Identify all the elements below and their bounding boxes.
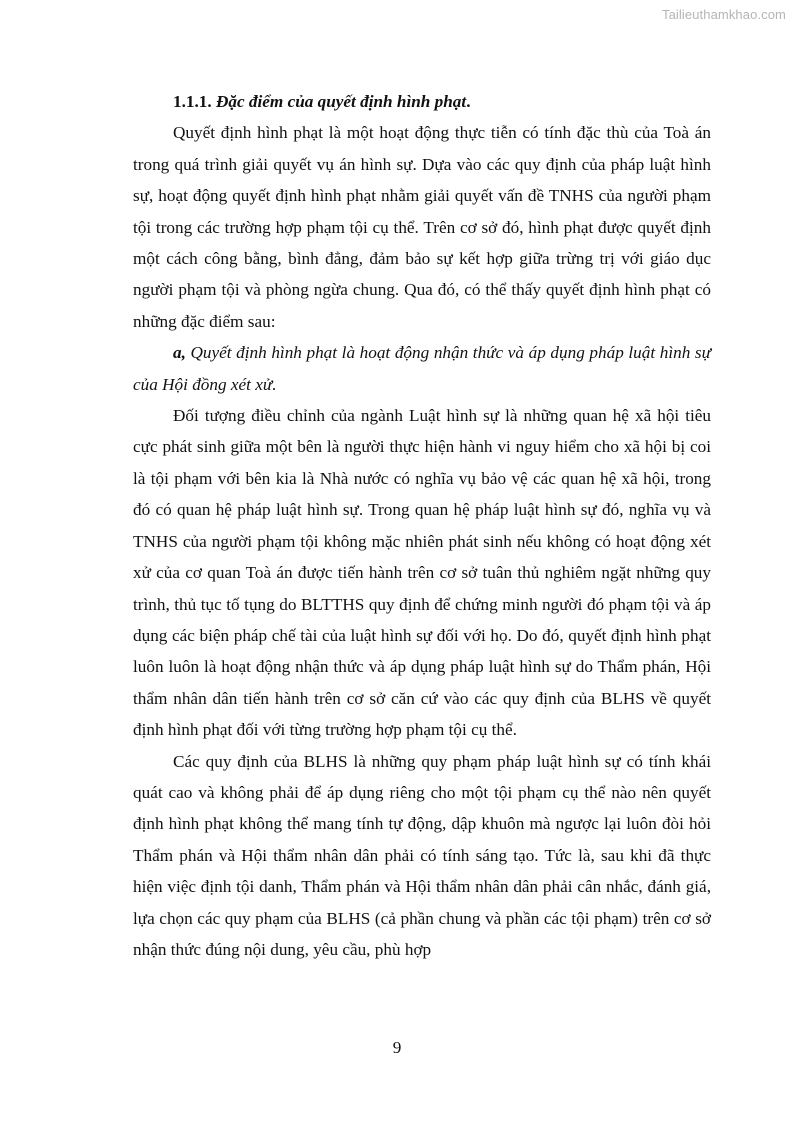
- section-title-suffix: .: [466, 92, 471, 111]
- subsection-title: Quyết định hình phạt là hoạt động nhận thức và áp dụng pháp luật hình sự của Hội đồng xét xử.: [133, 343, 711, 394]
- document-page: [133, 86, 711, 965]
- subsection-marker: a,: [173, 343, 186, 363]
- paragraph-body-2: Các quy định của BLHS là những quy phạm pháp luật hình sự có tính khái quát cao và không phải để áp dụng riêng cho một tội phạm cụ thể nào nên quyết định hình phạt không thể mang tính tự động, dập khuôn mà ngược lại luôn đòi hỏi Thẩm phán và Hội thẩm nhân dân phải có tính sáng tạo. Tức là, sau khi đã thực hiện việc định tội danh, Thẩm phán và Hội thẩm nhân dân phải cân nhắc, đánh giá, lựa chọn các quy phạm của BLHS (cả phần chung và phần các tội phạm) trên cơ sở nhận thức đúng nội dung, yêu cầu, phù hợp: [133, 751, 711, 959]
- section-title: Đặc điểm của quyết định hình phạt: [215, 92, 467, 111]
- paragraph-body-1: Đối tượng điều chỉnh của ngành Luật hình sự là những quan hệ xã hội tiêu cực phát sinh giữa một bên là người thực hiện hành vi nguy hiểm cho xã hội bị coi là tội phạm với bên kia là Nhà nước có nghĩa vụ bảo vệ các quan hệ xã hội, trong đó có quan hệ pháp luật hình sự. Trong quan hệ pháp luật hình sự đó, nghĩa vụ và TNHS của người phạm tội không mặc nhiên phát sinh nếu không có hoạt động xét xử của cơ quan Toà án được tiến hành trên cơ sở tuân thủ nghiêm ngặt những quy trình, thủ tục tố tụng do BLTTHS quy định để chứng minh người đó phạm tội và áp dụng các biện pháp chế tài của luật hình sự đối với họ. Do đó, quyết định hình phạt luôn luôn là hoạt động nhận thức và áp dụng pháp luật hình sự do Thẩm phán, Hội thẩm nhân dân tiến hành trên cơ sở căn cứ vào các quy định của BLHS về quyết định hình phạt đối với từng trường hợp phạm tội cụ thể.: [133, 406, 711, 740]
- section-heading: [133, 86, 711, 117]
- paragraph-intro: Quyết định hình phạt là một hoạt động thực tiễn có tính đặc thù của Toà án trong quá trình giải quyết vụ án hình sự. Dựa vào các quy định của pháp luật hình sự, hoạt động quyết định hình phạt nhằm giải quyết vấn đề TNHS của người phạm tội trong các trường hợp phạm tội cụ thể. Trên cơ sở đó, hình phạt được quyết định một cách công bằng, bình đẳng, đảm bảo sự kết hợp giữa trừng trị với giáo dục người phạm tội và phòng ngừa chung. Qua đó, có thể thấy quyết định hình phạt có những đặc điểm sau:: [133, 123, 711, 331]
- subsection-heading-a: [133, 337, 711, 400]
- page-number: 9: [392, 1038, 402, 1057]
- section-number: 1.1.1.: [173, 92, 216, 111]
- watermark-text: Tailieuthamkhao.com: [661, 7, 786, 22]
